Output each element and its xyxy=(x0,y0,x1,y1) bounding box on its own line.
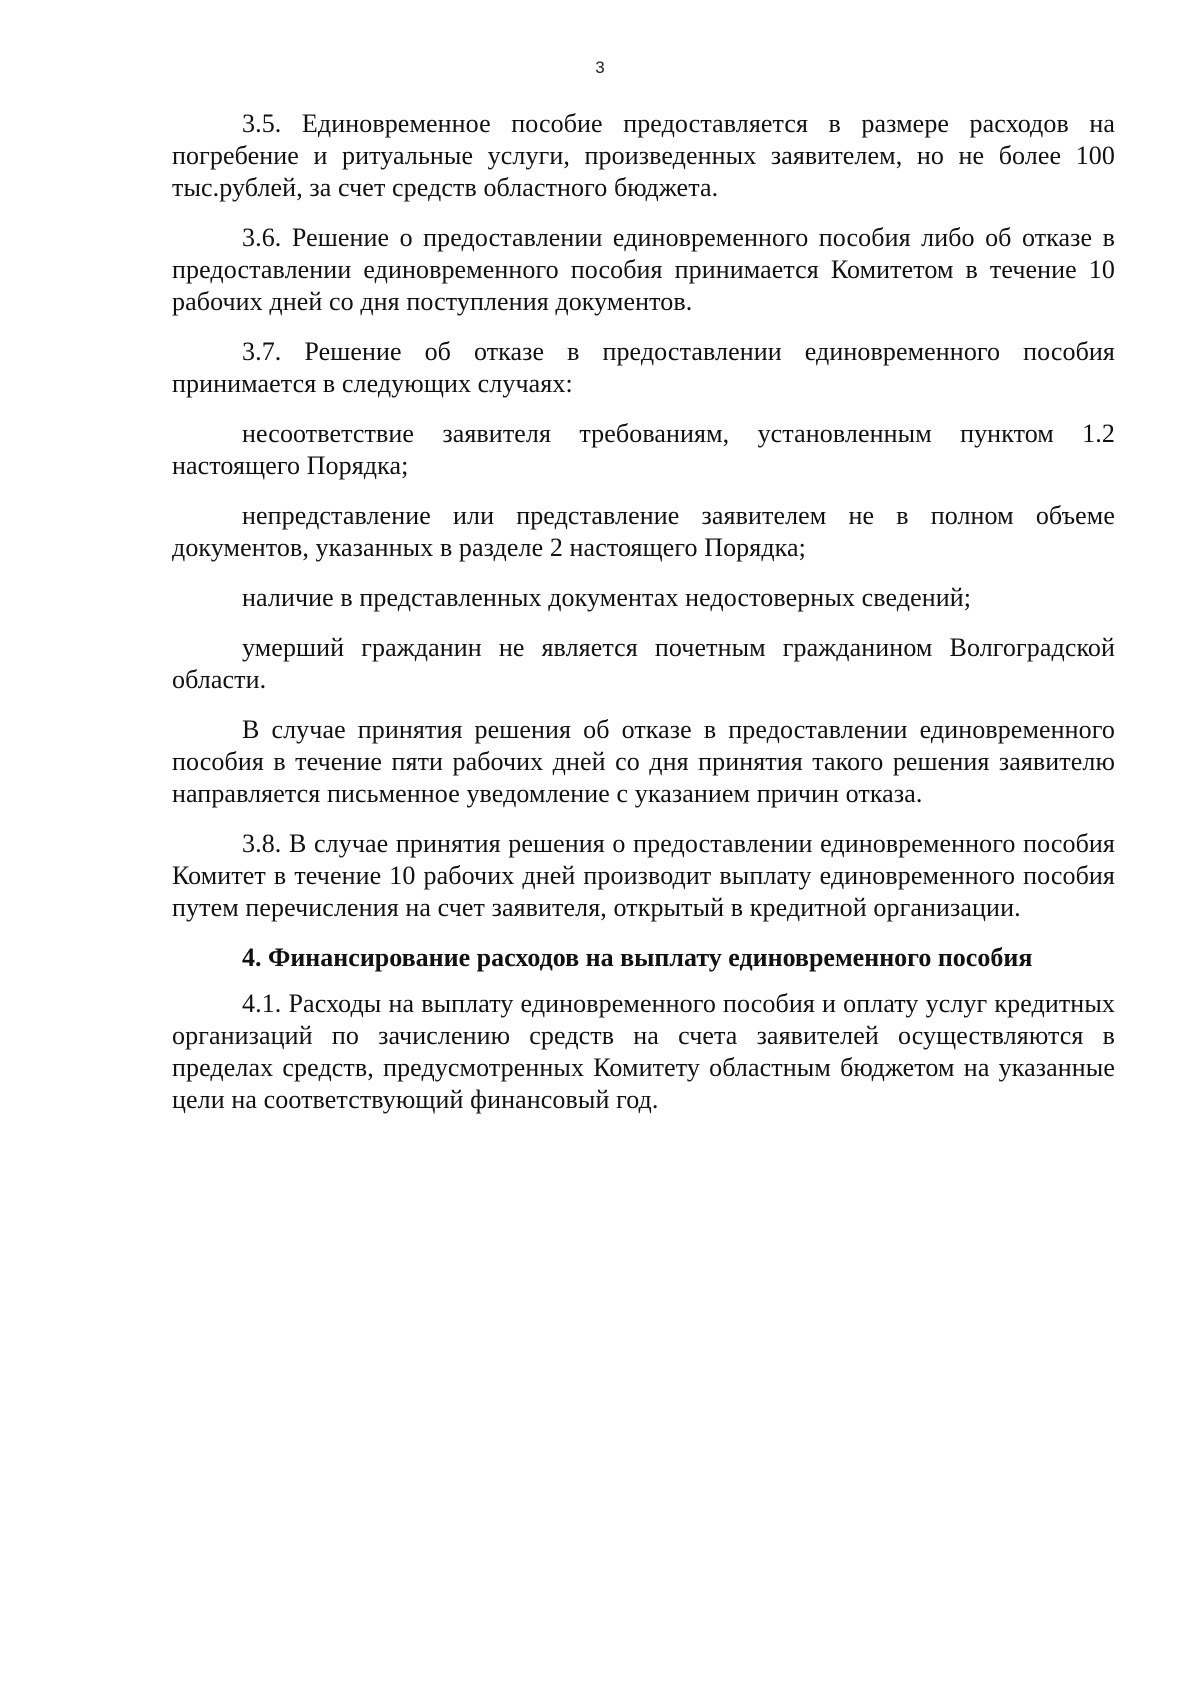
list-item-false-information: наличие в представленных документах недостоверных сведений; xyxy=(242,583,972,612)
paragraph-3-8: 3.8. В случае принятия решения о предоставлении единовременного пособия Комитет в течение 10 рабочих дней производит выплату единовременного пособия путем перечисления на счет заявителя, открытый в кредитной организации. xyxy=(172,829,1115,922)
paragraph-refusal-notice: В случае принятия решения об отказе в предоставлении единовременного пособия в течение пяти рабочих дней со дня принятия такого решения заявителю направляется письменное уведомление с указанием причин отказа. xyxy=(172,715,1115,808)
document-body xyxy=(172,108,1115,1134)
section-heading-4: 4. Финансирование расходов на выплату единовременного пособия xyxy=(242,943,1033,972)
list-item-not-honorary-citizen: умерший гражданин не является почетным гражданином Волгоградской области. xyxy=(172,633,1115,694)
paragraph-3-7: 3.7. Решение об отказе в предоставлении единовременного пособия принимается в следующих случаях: xyxy=(172,337,1115,398)
list-item-requirements-mismatch: несоответствие заявителя требованиям, установленным пунктом 1.2 настоящего Порядка; xyxy=(172,419,1115,480)
paragraph-4-1: 4.1. Расходы на выплату единовременного пособия и оплату услуг кредитных организаций по зачислению средств на счета заявителей осуществляются в пределах средств, предусмотренных Комитету областным бюджетом на указанные цели на соответствующий финансовый год. xyxy=(172,989,1115,1114)
paragraph-3-5: 3.5. Единовременное пособие предоставляется в размере расходов на погребение и ритуальные услуги, произведенных заявителем, но не более 100 тыс.рублей, за счет средств областного бюджета. xyxy=(172,109,1115,202)
paragraph-3-6: 3.6. Решение о предоставлении единовременного пособия либо об отказе в предоставлении единовременного пособия принимается Комитетом в течение 10 рабочих дней со дня поступления документов. xyxy=(172,223,1115,316)
list-item-missing-documents: непредставление или представление заявителем не в полном объеме документов, указанных в разделе 2 настоящего Порядка; xyxy=(172,501,1115,562)
page-number: 3 xyxy=(595,58,605,77)
